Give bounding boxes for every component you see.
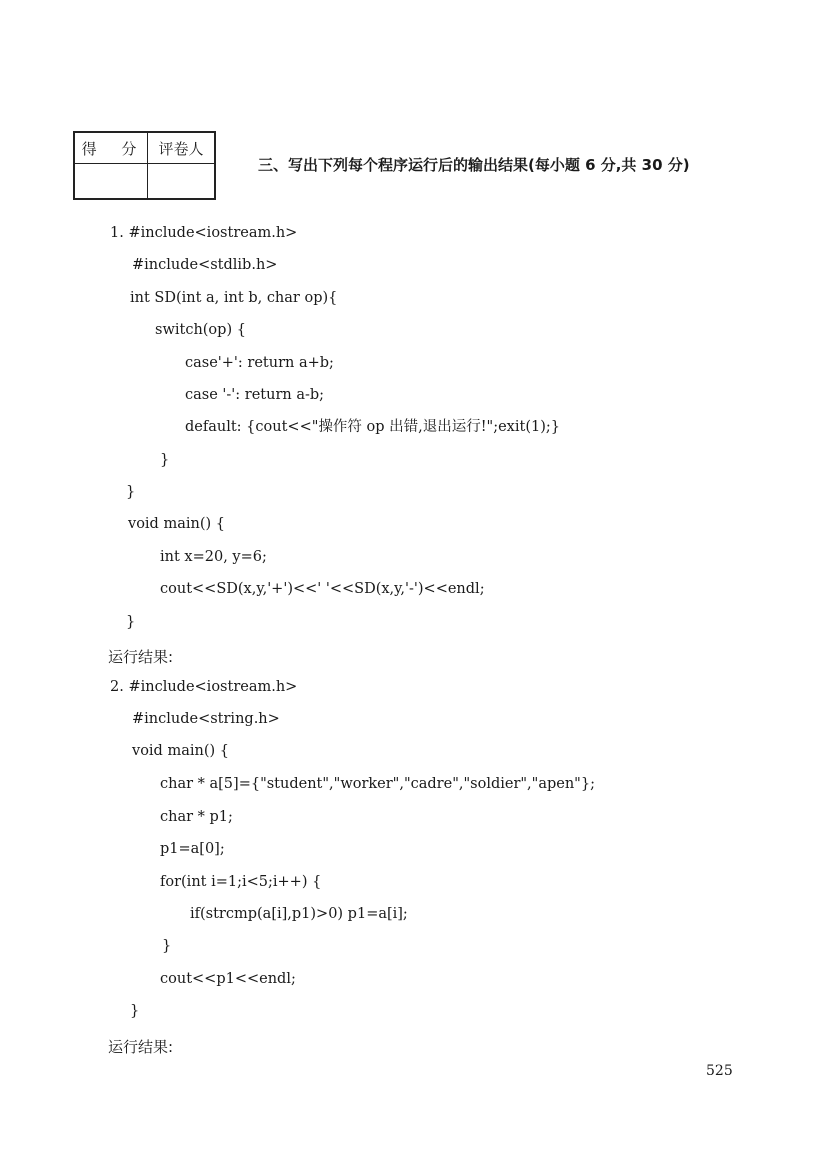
code-line: void main() { bbox=[132, 743, 229, 759]
code-line: } bbox=[126, 484, 136, 500]
code-line: } bbox=[160, 452, 170, 468]
code-line: char * p1; bbox=[160, 809, 233, 825]
code-line: switch(op) { bbox=[155, 322, 246, 338]
code-line: if(strcmp(a[i],p1)>0) p1=a[i]; bbox=[190, 906, 408, 922]
code-line: case'+': return a+b; bbox=[185, 355, 334, 371]
code-line: 2. #include<iostream.h> bbox=[110, 679, 298, 695]
code-line: for(int i=1;i<5;i++) { bbox=[160, 874, 322, 890]
code-line: 1. #include<iostream.h> bbox=[110, 225, 298, 241]
score-cell[interactable] bbox=[74, 164, 148, 200]
score-table bbox=[73, 131, 216, 200]
code-line: p1=a[0]; bbox=[160, 841, 225, 857]
code-line: cout<<SD(x,y,'+')<<' '<<SD(x,y,'-')<<endl; bbox=[160, 581, 485, 597]
result-label-q1: 运行结果: bbox=[108, 648, 174, 666]
score-header: 得 分 bbox=[74, 132, 148, 164]
code-line: cout<<p1<<endl; bbox=[160, 971, 296, 987]
code-line: } bbox=[126, 614, 136, 630]
code-line: void main() { bbox=[128, 516, 225, 532]
result-label-q2: 运行结果: bbox=[108, 1038, 174, 1056]
code-line: #include<stdlib.h> bbox=[132, 257, 278, 273]
code-line: #include<string.h> bbox=[132, 711, 280, 727]
code-line: default: {cout<<"操作符 op 出错,退出运行!";exit(1);} bbox=[185, 419, 560, 435]
code-line: int SD(int a, int b, char op){ bbox=[130, 290, 338, 306]
grader-header: 评卷人 bbox=[148, 132, 216, 164]
page-number: 525 bbox=[706, 1063, 733, 1079]
section-title: 三、写出下列每个程序运行后的输出结果(每小题 6 分,共 30 分) bbox=[258, 156, 690, 174]
code-line: } bbox=[130, 1003, 140, 1019]
code-line: int x=20, y=6; bbox=[160, 549, 267, 565]
code-line: } bbox=[162, 938, 172, 954]
code-line: char * a[5]={"student","worker","cadre","soldier","apen"}; bbox=[160, 776, 595, 792]
grader-cell[interactable] bbox=[148, 164, 216, 200]
code-line: case '-': return a-b; bbox=[185, 387, 325, 403]
